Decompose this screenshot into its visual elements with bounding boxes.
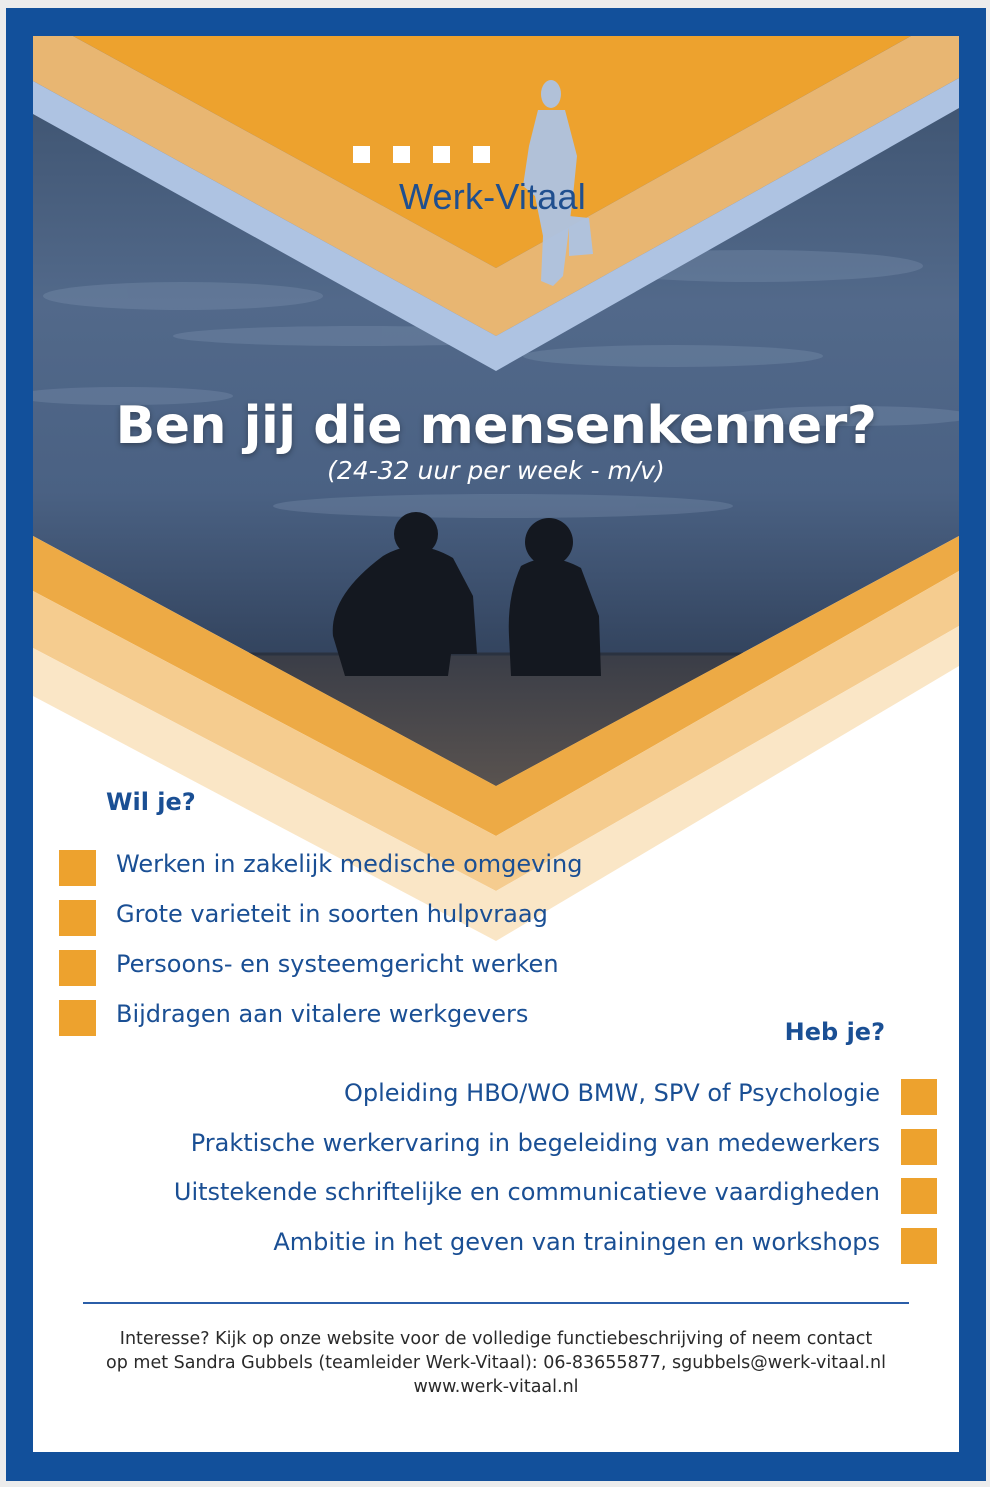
list-item-text: Werken in zakelijk medische omgeving [116, 850, 583, 878]
orange-bullet-icon [901, 1129, 937, 1165]
heb-je-list [77, 1076, 937, 1274]
logo-square-icon [433, 146, 450, 163]
poster-frame [6, 8, 986, 1481]
heb-je-title: Heb je? [784, 1018, 885, 1046]
list-item [77, 1126, 937, 1176]
list-item-text: Praktische werkervaring in begeleiding van medewerkers [190, 1128, 880, 1157]
headline: Ben jij die mensenkenner? [115, 396, 877, 456]
poster-content [33, 36, 959, 1452]
list-item-text: Ambitie in het geven van trainingen en workshops [273, 1227, 880, 1256]
footer-contact [33, 1327, 959, 1399]
logo-square-icon [393, 146, 410, 163]
orange-bullet-icon [59, 900, 96, 936]
orange-bullet-icon [59, 850, 96, 886]
list-item-text: Uitstekende schriftelijke en communicatieve vaardigheden [173, 1178, 880, 1206]
footer-divider [83, 1302, 909, 1304]
orange-bullet-icon [59, 1000, 96, 1036]
list-item [77, 1076, 937, 1126]
orange-bullet-icon [901, 1178, 937, 1214]
logo-squares [353, 146, 513, 167]
footer-line: Interesse? Kijk op onze website voor de volledige functiebeschrijving of neem contact [119, 1329, 873, 1349]
brand-logo-text: Werk-Vitaal [399, 176, 586, 217]
website-link[interactable]: www.werk-vitaal.nl [413, 1377, 579, 1397]
orange-bullet-icon [901, 1228, 937, 1264]
orange-bullet-icon [901, 1079, 937, 1115]
list-item-text: Persoons- en systeemgericht werken [116, 950, 559, 978]
subline-hours: (24-32 uur per week - m/v) [327, 456, 665, 485]
orange-bullet-icon [59, 950, 96, 986]
logo-square-icon [473, 146, 490, 163]
list-item [77, 1175, 937, 1225]
list-item-text: Opleiding HBO/WO BMW, SPV of Psychologie [343, 1079, 880, 1107]
wil-je-title: Wil je? [106, 788, 196, 816]
footer-contact-line[interactable]: op met Sandra Gubbels (teamleider Werk-Vitaal): 06-83655877, sgubbels@werk-vitaal.nl [106, 1353, 886, 1373]
logo-square-icon [353, 146, 370, 163]
list-item-text: Grote varieteit in soorten hulpvraag [116, 900, 548, 928]
list-item [77, 1225, 937, 1275]
list-item-text: Bijdragen aan vitalere werkgevers [116, 1000, 529, 1028]
